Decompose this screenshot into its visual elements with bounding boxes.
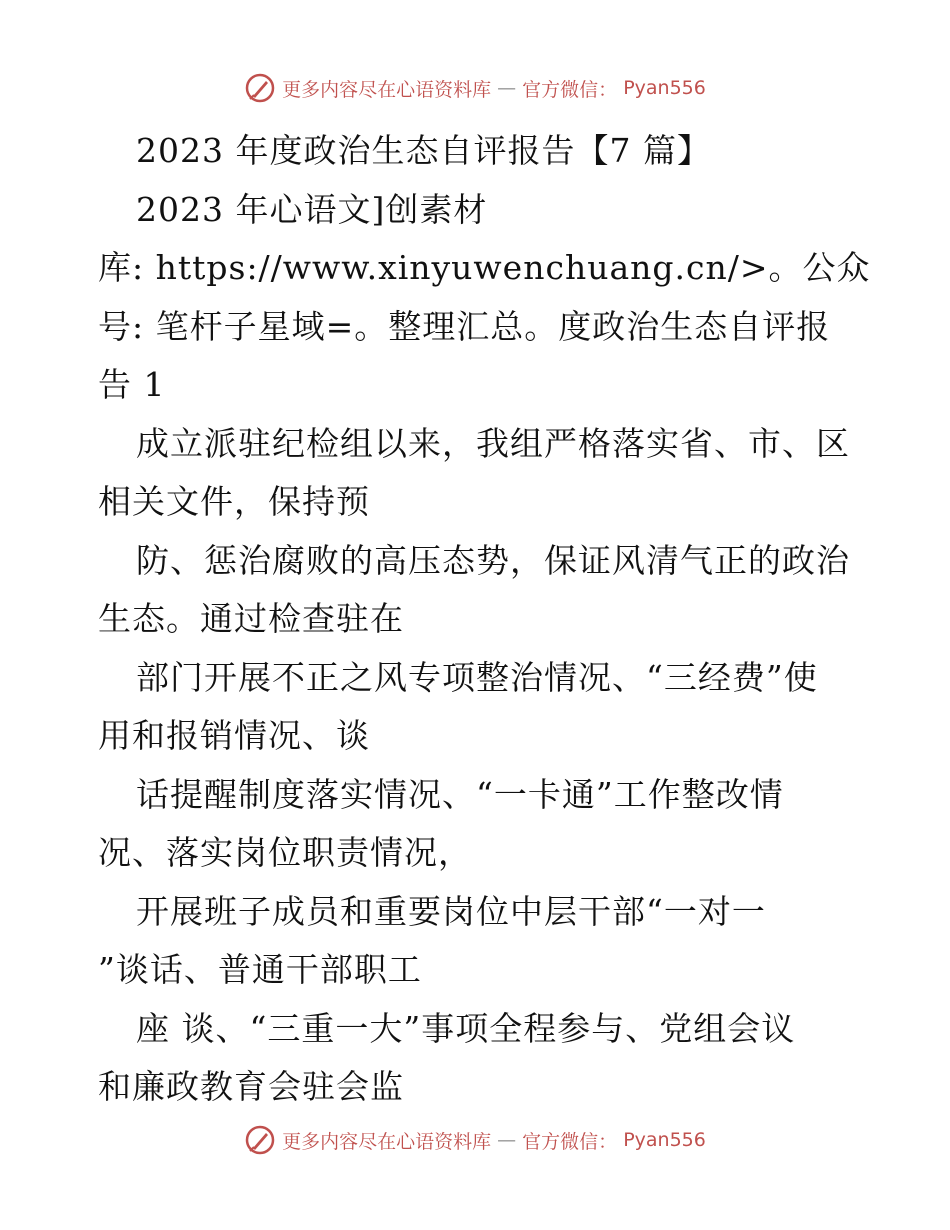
footer-watermark bbox=[0, 1124, 950, 1156]
document-line: 生态。通过检查驻在 bbox=[98, 599, 404, 638]
document-line: 2023 年度政治生态自评报告【7 篇】 bbox=[136, 131, 711, 170]
document-line: 况、落实岗位职责情况， bbox=[98, 833, 472, 872]
watermark-contact-label: 官方微信： bbox=[522, 1130, 618, 1153]
document-line: 座 谈、“三重一大”事项全程参与、党组会议 bbox=[136, 1008, 796, 1048]
watermark-contact-id: Pyan556 bbox=[623, 1129, 706, 1151]
header-watermark bbox=[0, 72, 950, 104]
document-line: ”谈话、普通干部职工 bbox=[98, 950, 422, 989]
watermark-contact-label: 官方微信： bbox=[522, 78, 618, 101]
document-line: 用和报销情况、谈 bbox=[98, 716, 370, 755]
document-line: 2023 年心语文]创素材 bbox=[136, 189, 488, 229]
document-line: 相关文件，保持预 bbox=[98, 482, 370, 521]
document-line: 防、惩治腐败的高压态势，保证风清气正的政治 bbox=[136, 540, 850, 580]
document-line: 告 1 bbox=[98, 365, 166, 404]
document-line: 开展班子成员和重要岗位中层干部“一对一 bbox=[136, 891, 766, 931]
quill-pen-logo-icon bbox=[244, 72, 276, 104]
watermark-text: 更多内容尽在心语资料库 bbox=[282, 1130, 492, 1153]
document-body bbox=[98, 122, 871, 1117]
document-line: 话提醒制度落实情况、“一卡通”工作整改情 bbox=[136, 774, 784, 814]
document-line: 部门开展不正之风专项整治情况、“三经费”使 bbox=[136, 657, 818, 697]
document-line: 成立派驻纪检组以来，我组严格落实省、市、区 bbox=[136, 423, 850, 463]
watermark-text: 更多内容尽在心语资料库 bbox=[282, 78, 492, 101]
document-line: 和廉政教育会驻会监 bbox=[98, 1067, 404, 1106]
document-line: 号: 笔杆子星域=。整理汇总。度政治生态自评报 bbox=[98, 306, 831, 346]
watermark-contact-id: Pyan556 bbox=[623, 77, 706, 99]
quill-pen-logo-icon bbox=[244, 1124, 276, 1156]
document-line: 库: https://www.xinyuwenchuang.cn/>。公众 bbox=[98, 248, 871, 287]
watermark-separator: — bbox=[497, 77, 517, 99]
watermark-separator: — bbox=[497, 1129, 517, 1151]
